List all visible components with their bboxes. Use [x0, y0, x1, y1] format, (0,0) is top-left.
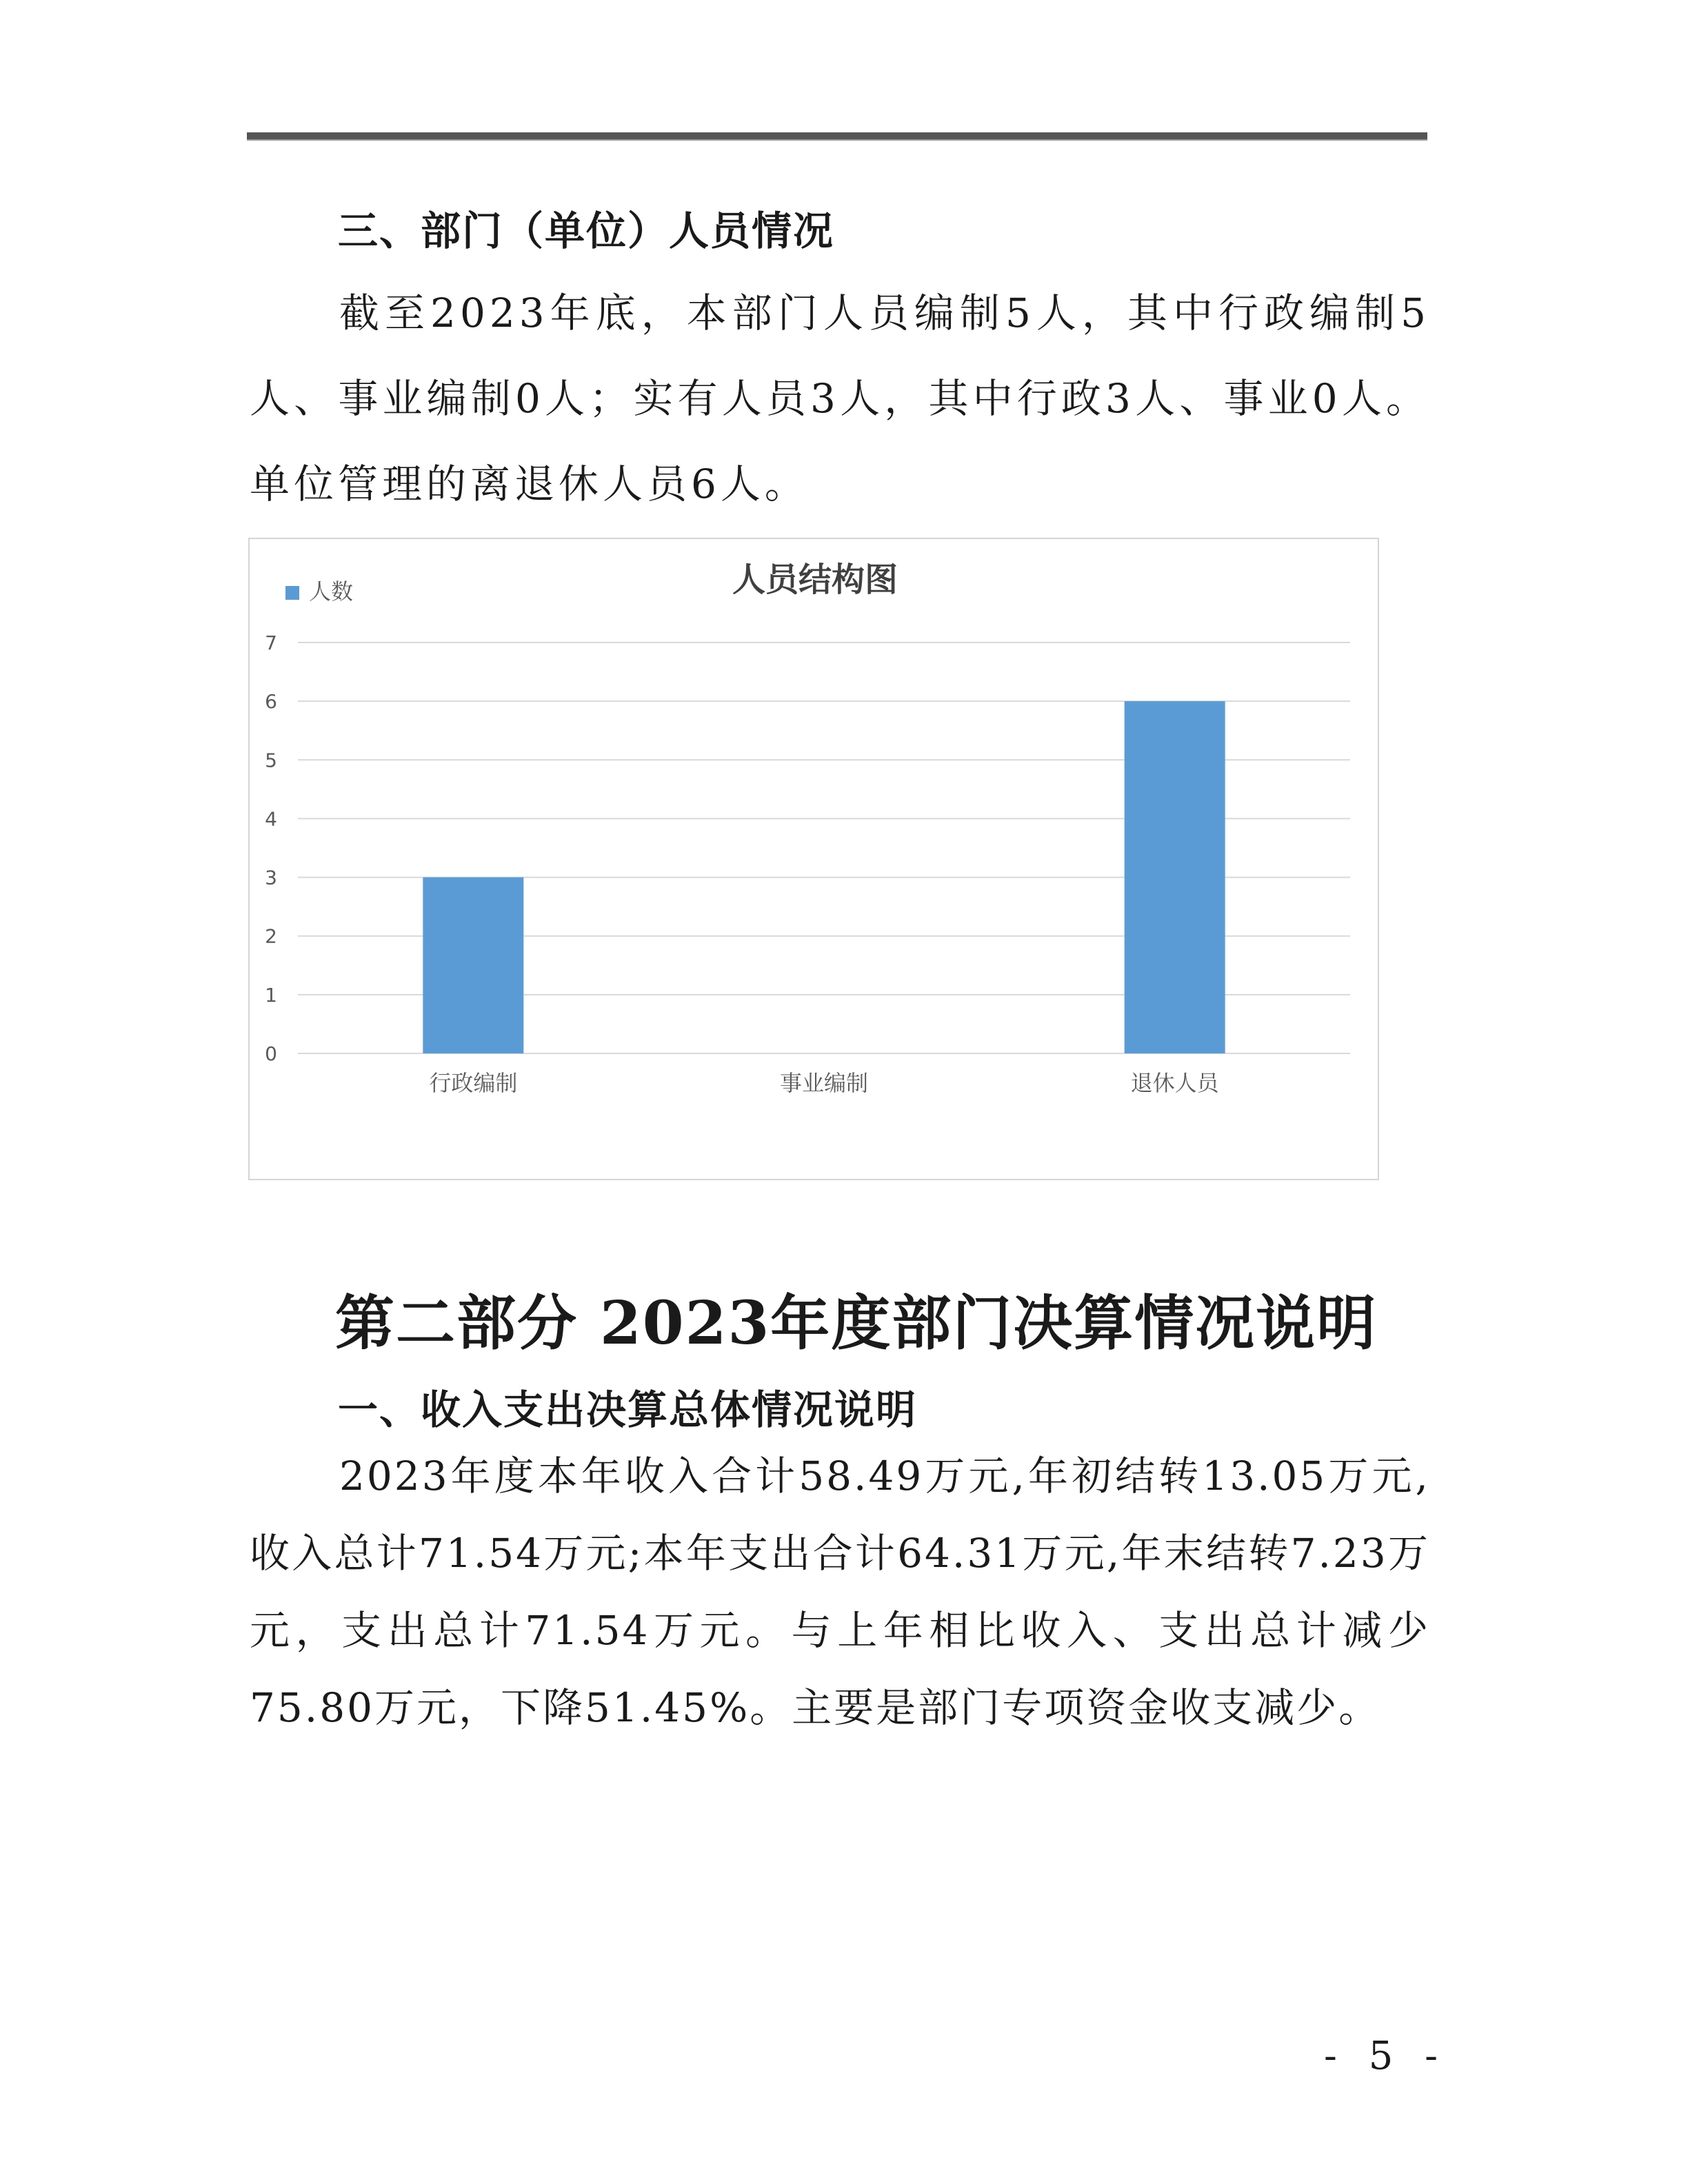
legend-label: 人数: [309, 578, 354, 605]
part-title: 第二部分 2023年度部门决算情况说明: [335, 1288, 1378, 1358]
y-tick-label: 1: [265, 983, 277, 1007]
x-tick-layer: [429, 1070, 1220, 1096]
y-tick-layer: [265, 631, 277, 1065]
page-number: - 5 -: [1324, 2034, 1448, 2079]
legend-swatch: [285, 586, 299, 600]
x-tick-label: 行政编制: [429, 1070, 518, 1096]
chart-svg: [250, 539, 1378, 1179]
header-rule: [247, 132, 1427, 141]
x-tick-label: 退休人员: [1130, 1070, 1219, 1096]
y-tick-label: 4: [265, 807, 277, 831]
finance-paragraph: 2023年度本年收入合计58.49万元,年初结转13.05万元,收入总计71.54万元;本年支出合计64.31万元,年末结转7.23万元，支出总计71.54万元。与上年相比收入、支出总计减少75.80万元，下降51.45%。主要是部门专项资金收支减少。: [250, 1453, 1430, 1731]
sub-heading: 一、收入支出决算总体情况说明: [338, 1386, 918, 1433]
chart-title: 人员结构图: [732, 560, 898, 599]
y-tick-label: 3: [265, 866, 277, 889]
y-tick-label: 0: [265, 1042, 277, 1065]
y-tick-label: 5: [265, 749, 277, 772]
y-tick-label: 6: [265, 690, 277, 714]
y-tick-label: 2: [265, 924, 277, 948]
staff-structure-chart: [248, 538, 1379, 1180]
section-heading: 三、部门（单位）人员情况: [338, 208, 835, 254]
staff-paragraph: 截至2023年底，本部门人员编制5人，其中行政编制5人、事业编制0人；实有人员3人，其中行政3人、事业0人。单位管理的离退休人员6人。: [250, 290, 1430, 507]
bar-行政编制: [423, 878, 523, 1053]
y-tick-label: 7: [265, 631, 277, 654]
bar-退休人员: [1125, 701, 1225, 1053]
x-tick-label: 事业编制: [779, 1070, 869, 1096]
